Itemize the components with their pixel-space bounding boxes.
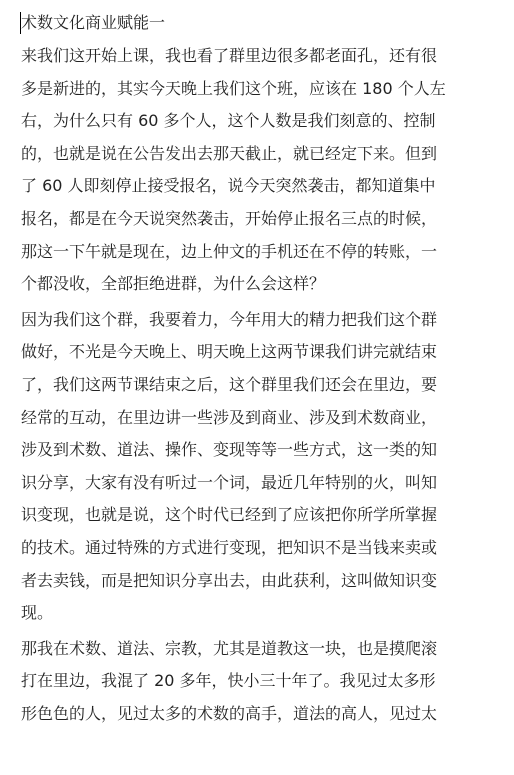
paragraph-line: 那我在术数、道法、宗教，尤其是道教这一块，也是摸爬滚 [21, 638, 438, 658]
paragraph-line: 个都没收，全部拒绝进群，为什么会这样？ [21, 274, 326, 294]
paragraph-line: 识分享，大家有没有听过一个词，最近几年特别的火，叫知 [21, 472, 438, 492]
paragraph-line: 现。 [21, 603, 54, 623]
paragraph-2 [21, 304, 501, 630]
paragraph-line: 因为我们这个群，我要着力，今年用大的精力把我们这个群 [21, 309, 438, 329]
paragraph-line: 经常的互动，在里边讲一些涉及到商业、涉及到术数商业， [21, 407, 438, 427]
document-title: 术数文化商业赋能一 [21, 13, 166, 32]
paragraph-line: 识变现，也就是说，这个时代已经到了应该把你所学所掌握 [21, 505, 438, 525]
text-cursor [20, 12, 21, 34]
paragraph-line: 多是新进的，其实今天晚上我们这个班，应该在 180 个人左 [21, 78, 446, 98]
paragraph-line: 涉及到术数、道法、操作、变现等等一些方式，这一类的知 [21, 440, 438, 460]
document-title-line [21, 10, 501, 40]
paragraph-1 [21, 40, 501, 301]
paragraph-line: 做好，不光是今天晚上、明天晚上这两节课我们讲完就结束 [21, 342, 438, 362]
paragraph-3 [21, 633, 501, 731]
paragraph-line: 来我们这开始上课，我也看了群里边很多都老面孔，还有很 [21, 46, 438, 65]
paragraph-line: 打在里边，我混了 20 多年，快小三十年了。我见过太多形 [21, 671, 436, 691]
paragraph-line: 形色色的人，见过太多的术数的高手，道法的高人，见过太 [21, 703, 438, 723]
paragraph-line: 那这一下午就是现在，边上仲文的手机还在不停的转账，一 [21, 241, 438, 261]
paragraph-line: 的，也就是说在公告发出去那天截止，就已经定下来。但到 [21, 143, 438, 163]
paragraph-line: 了，我们这两节课结束之后，这个群里我们还会在里边，要 [21, 374, 438, 394]
paragraph-line: 了 60 人即刻停止接受报名，说今天突然袭击，都知道集中 [21, 176, 436, 196]
paragraph-line: 右，为什么只有 60 多个人，这个人数是我们刻意的、控制 [21, 111, 436, 131]
paragraph-line: 报名，都是在今天说突然袭击，开始停止报名三点的时候， [21, 208, 438, 228]
paragraph-line: 者去卖钱，而是把知识分享出去，由此获利，这叫做知识变 [21, 570, 438, 590]
paragraph-line: 的技术。通过特殊的方式进行变现，把知识不是当钱来卖或 [21, 537, 438, 557]
document-body [21, 10, 501, 733]
